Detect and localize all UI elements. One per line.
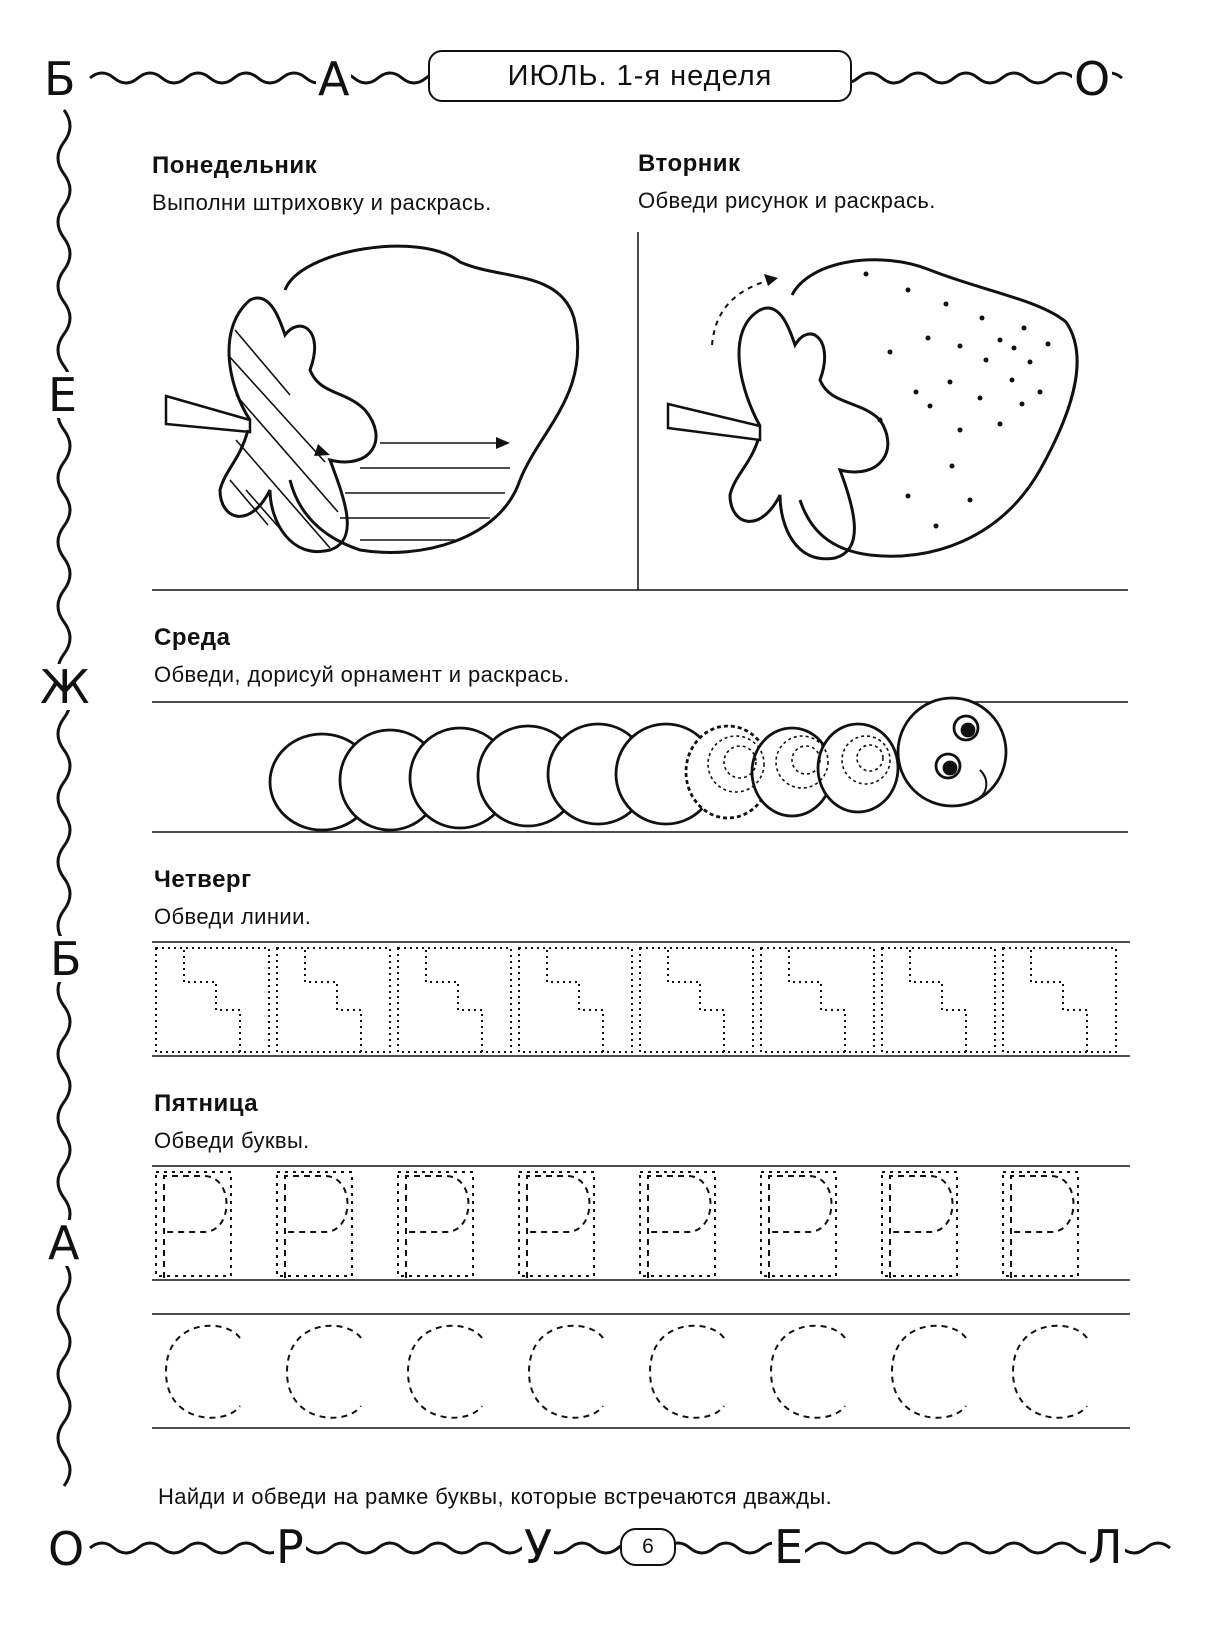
frame-letter: У <box>524 1520 553 1574</box>
dashed-letter-rows <box>156 1172 1087 1418</box>
frame-letter: Л <box>1088 1520 1123 1574</box>
monday-task: Выполни штриховку и раскрась. <box>152 190 492 215</box>
frame-letter: Р <box>276 1520 304 1574</box>
page-title: ИЮЛЬ. 1-я неделя <box>428 50 852 102</box>
page-number: 6 <box>620 1528 676 1566</box>
frame-letter: Е <box>774 1520 804 1574</box>
frame-letter: Е <box>48 368 78 422</box>
frame-letter: О <box>48 1522 85 1576</box>
strawberry-hatching-picture <box>166 246 578 552</box>
frame-left-wave <box>58 110 70 1486</box>
footer-instruction: Найди и обведи на рамке буквы, которые встречаются дважды. <box>158 1484 833 1509</box>
frame-letter: Б <box>50 932 82 986</box>
frame-letter: Ж <box>40 660 90 714</box>
wednesday-task: Обведи, дорисуй орнамент и раскрась. <box>154 662 570 687</box>
strawberry-outline-picture <box>668 260 1077 559</box>
frame-letter: А <box>48 1216 80 1270</box>
tuesday-title: Вторник <box>638 150 741 177</box>
friday-title: Пятница <box>154 1090 259 1117</box>
dotted-step-lines <box>156 948 1116 1052</box>
thursday-task: Обведи линии. <box>154 904 312 929</box>
wednesday-title: Среда <box>154 624 231 651</box>
frame-letter: Б <box>44 52 76 106</box>
frame-letter: А <box>318 52 350 106</box>
caterpillar-picture <box>270 698 1006 830</box>
tuesday-task: Обведи рисунок и раскрась. <box>638 188 936 213</box>
thursday-title: Четверг <box>154 866 252 893</box>
monday-title: Понедельник <box>152 152 318 179</box>
friday-task: Обведи буквы. <box>154 1128 310 1153</box>
frame-letter: О <box>1074 52 1111 106</box>
